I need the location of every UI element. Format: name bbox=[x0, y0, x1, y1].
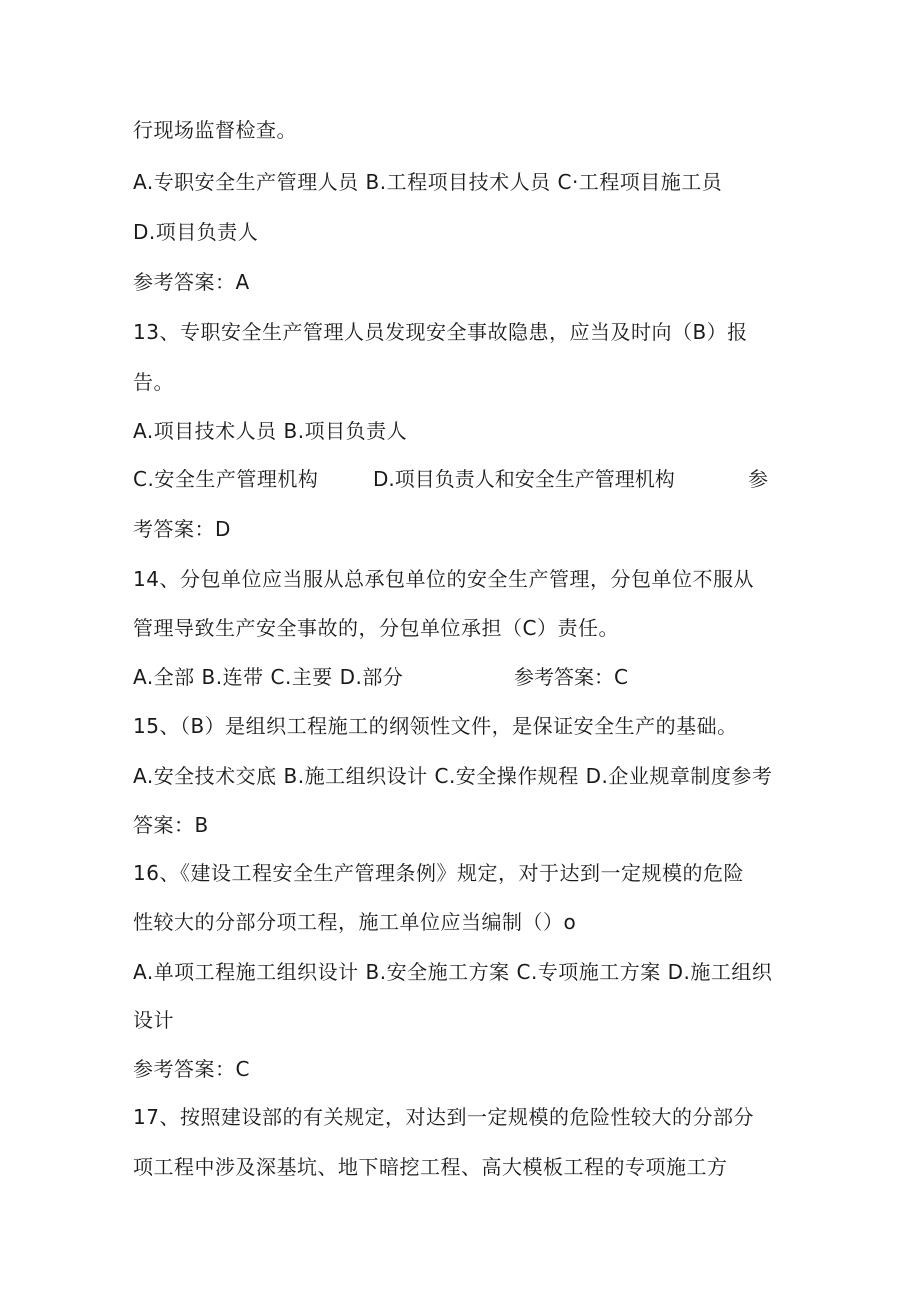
text-line: A.全部 B.连带 C.主要 D.部分 bbox=[133, 665, 404, 689]
text-line: A.安全技术交底 B.施工组织设计 C.安全操作规程 D.企业规章制度参考 bbox=[133, 764, 773, 788]
answer-line: 答案：B bbox=[133, 813, 209, 837]
option-text: D.项目负责人和安全生产管理机构 bbox=[373, 467, 675, 491]
text-line: A.项目技术人员 B.项目负责人 bbox=[133, 419, 408, 443]
text-line: 设计 bbox=[133, 1008, 174, 1032]
question-line: 15、（B）是组织工程施工的纲领性文件，是保证安全生产的基础。 bbox=[133, 714, 738, 738]
text-line: 告。 bbox=[133, 370, 174, 394]
answer-lead: 参 bbox=[748, 467, 768, 491]
answer-line: 考答案：D bbox=[133, 517, 231, 541]
answer-line: 参考答案：C bbox=[514, 665, 628, 689]
text-line: 项工程中涉及深基坑、地下暗挖工程、高大模板工程的专项施工方 bbox=[133, 1155, 728, 1179]
answer-line: 参考答案：C bbox=[133, 1057, 250, 1081]
question-line: 14、分包单位应当服从总承包单位的安全生产管理，分包单位不服从 bbox=[133, 567, 754, 591]
text-line: A.单项工程施工组织设计 B.安全施工方案 C.专项施工方案 D.施工组织 bbox=[133, 960, 773, 984]
question-line: 16、《建设工程安全生产管理条例》规定，对于达到一定规模的危险 bbox=[133, 861, 744, 885]
text-line: 性较大的分部分项工程，施工单位应当编制（）o bbox=[133, 910, 577, 934]
text-line: D.项目负责人 bbox=[133, 220, 259, 244]
question-line: 17、按照建设部的有关规定，对达到一定规模的危险性较大的分部分 bbox=[133, 1105, 754, 1129]
question-line: 13、专职安全生产管理人员发现安全事故隐患，应当及时向（B）报 bbox=[133, 320, 748, 344]
answer-line: 参考答案：A bbox=[133, 270, 250, 294]
text-line: C.安全生产管理机构 bbox=[133, 467, 319, 491]
text-line: 管理导致生产安全事故的，分包单位承担（C）责任。 bbox=[133, 616, 619, 640]
text-line: 行现场监督检查。 bbox=[133, 118, 297, 142]
text-line: A.专职安全生产管理人员 B.工程项目技术人员 C·工程项目施工员 bbox=[133, 170, 723, 194]
